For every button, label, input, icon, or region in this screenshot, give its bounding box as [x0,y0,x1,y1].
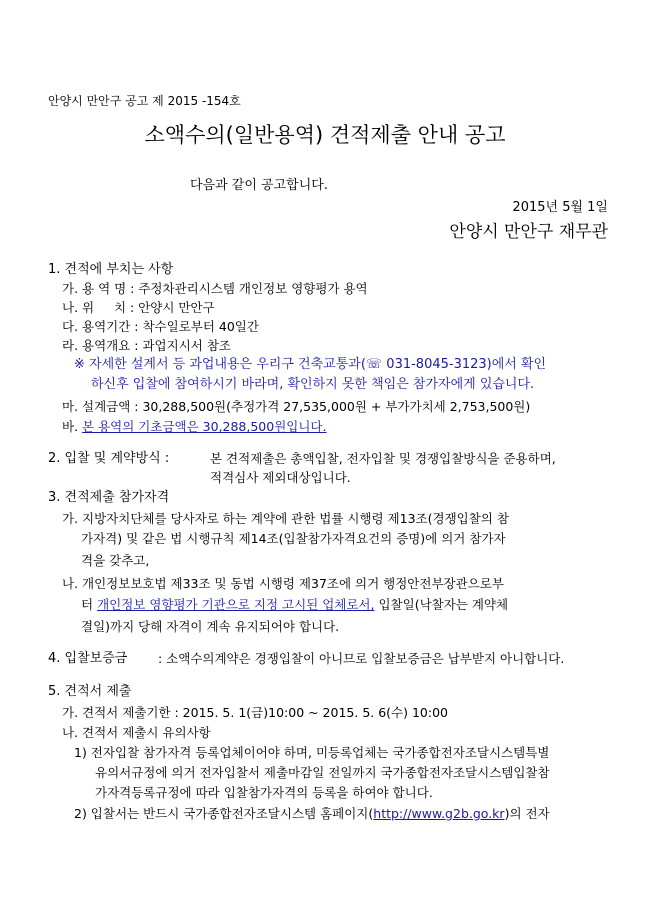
qual-ga-line2: 가자격) 및 같은 법 시행규칙 제14조(입찰참가자격요건의 증명)에 의거 참가자 [81,531,506,546]
note1-line2: 유의서규정에 의거 전자입찰서 제출마감일 전일까지 국가종합전자조달시스템입찰참 [95,765,550,780]
section2-text-line1: 본 견적제출은 총액입찰, 전자입찰 및 경쟁입찰방식을 준용하며, [210,451,556,466]
qual-na-suffix: 입찰일(낙찰자는 계약체 [378,597,509,612]
section4-heading: 4. 입찰보증금 [48,651,128,666]
qual-na-highlight: 개인정보 영향평가 기관으로 지정 고시된 업체로서, [97,597,375,612]
item-overview: 라. 용역개요 : 과업지시서 참조 [62,338,231,353]
note1-line1: 1) 전자입찰 참가자격 등록업체이어야 하며, 미등록업체는 국가종합전자조달시스템특별 [74,745,550,760]
note2-prefix: 2) 입찰서는 반드시 국가종합전자조달시스템 홈페이지( [74,806,374,821]
qual-na-prefix: 터 [81,597,94,612]
qual-na-line1: 나. 개인정보보호법 제33조 및 동법 시행령 제37조에 의거 행정안전부장관으로부 [62,576,504,591]
item-location: 나. 위 치 : 안양시 만안구 [62,300,215,315]
section2-heading: 2. 입찰 및 계약방식 : [48,451,170,466]
qual-ga-line1: 가. 지방자치단체를 당사자로 하는 계약에 관한 법률 시행령 제13조(경쟁입찰의 참 [62,511,509,526]
note2-line1 [74,806,550,822]
note1-line3: 가자격등록규정에 따라 입찰참가자격의 등록을 하여야 합니다. [95,785,433,800]
page-title: 소액수의(일반용역) 견적제출 안내 공고 [144,123,506,147]
submit-notes-heading: 나. 견적서 제출시 유의사항 [62,725,211,740]
note-line-2: 하신후 입찰에 참여하시기 바라며, 확인하지 못한 책임은 참가자에게 있습니다. [91,377,535,392]
qual-na-line3: 결일)까지 당해 자격이 계속 유지되어야 합니다. [81,619,340,634]
item-base-amount [62,419,327,435]
note-line-1: ※ 자세한 설계서 등 과업내용은 우리구 건축교통과(☏ 031-8045-3123)에서 확인 [74,357,547,372]
g2b-link[interactable]: http://www.g2b.go.kr [373,806,505,821]
item-design-amount: 마. 설계금액 : 30,288,500원(추정가격 27,535,000원 + 부가가치세 2,753,500원) [62,399,531,414]
issuer-name: 안양시 만안구 재무관 [449,222,608,242]
section2-text-line2: 적격심사 제외대상입니다. [210,470,351,485]
qual-ga-line3: 격을 갖추고, [81,553,150,568]
item-period: 다. 용역기간 : 착수일로부터 40일간 [62,319,259,334]
section1-heading: 1. 견적에 부치는 사항 [48,262,174,277]
item-service-name: 가. 용 역 명 : 주정차관리시스템 개인정보 영향평가 용역 [62,281,368,296]
section5-heading: 5. 견적서 제출 [48,684,132,699]
note2-suffix: )의 전자 [504,806,550,821]
section4-text: : 소액수의계약은 경쟁입찰이 아니므로 입찰보증금은 납부받지 아니합니다. [158,651,565,666]
item-base-amount-text: 본 용역의 기초금액은 30,288,500원입니다. [82,419,327,434]
notice-date: 2015년 5월 1일 [512,200,608,215]
section3-heading: 3. 견적제출 참가자격 [48,490,170,505]
submit-deadline: 가. 견적서 제출기한 : 2015. 5. 1(금)10:00 ~ 2015. 5. 6(수) 10:00 [62,705,448,720]
qual-na-line2 [81,597,508,613]
intro-text: 다음과 같이 공고합니다. [190,178,328,193]
notice-number: 안양시 만안구 공고 제 2015 -154호 [48,94,241,108]
item-base-prefix: 바. [62,419,79,434]
